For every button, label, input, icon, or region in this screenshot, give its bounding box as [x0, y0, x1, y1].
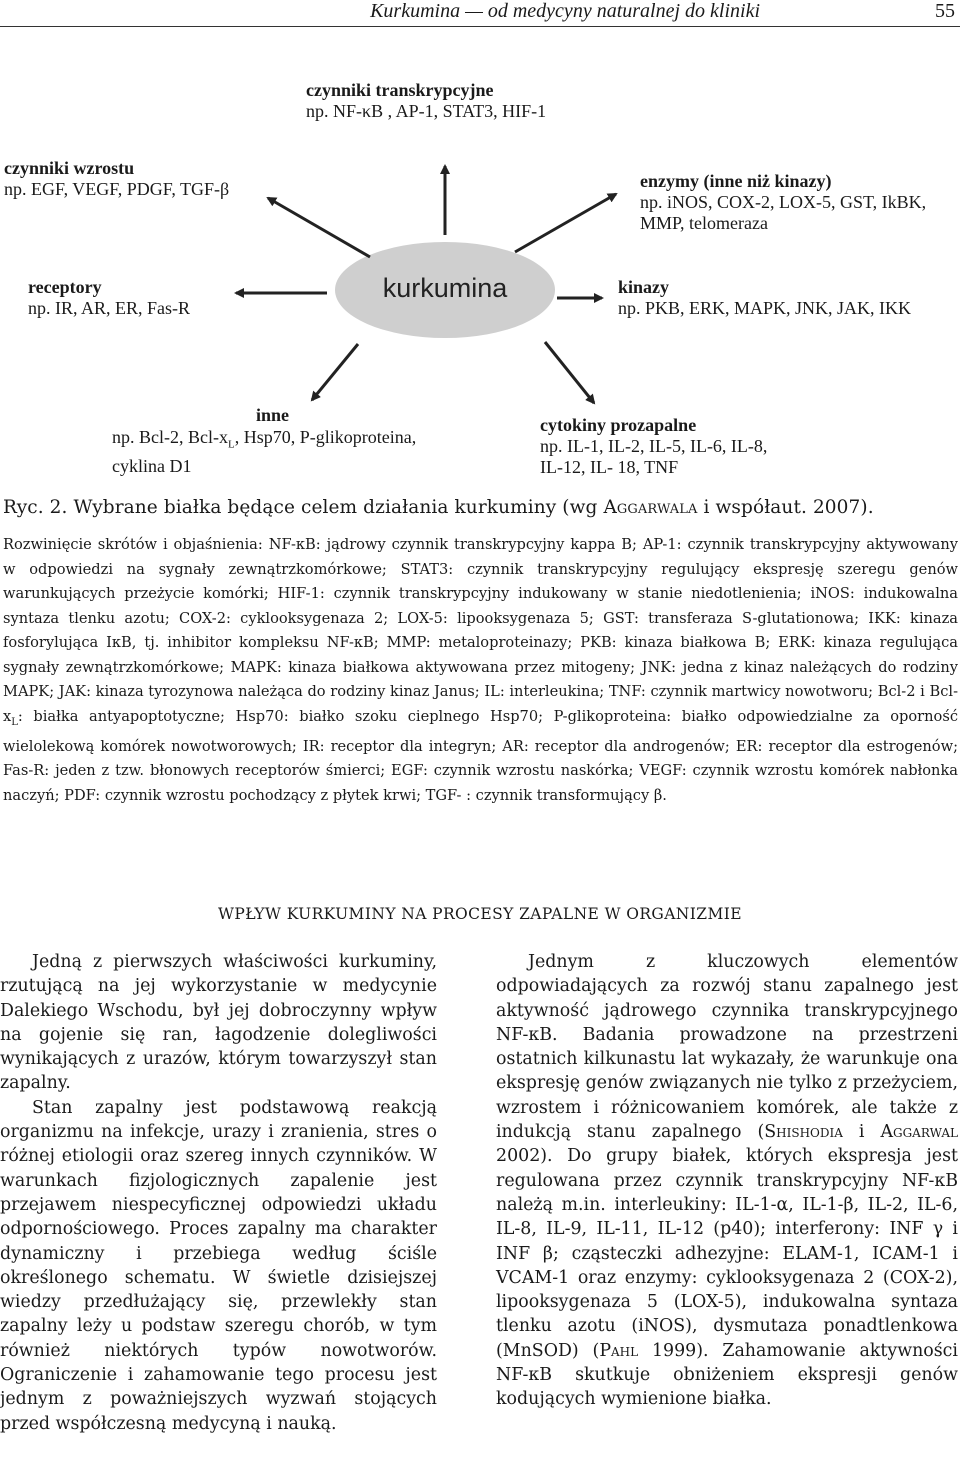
node-transcription-factors: czynniki transkrypcyjne np. NF-κB , AP-1, STAT3, HIF-1 [306, 80, 547, 121]
section-title: WPŁYW KURKUMINY NA PROCESY ZAPALNE W ORGANIZMIE [218, 905, 742, 923]
left-column [0, 950, 437, 1436]
header-rule [0, 26, 960, 27]
node-cytokines: cytokiny prozapalne np. IL-1, IL-2, IL-5, IL-6, IL-8, IL-12, IL- 18, TNF [540, 415, 768, 477]
center-label: kurkumina [382, 273, 508, 303]
arrow-down-right [545, 342, 594, 403]
running-title: Kurkumina — od medycyny naturalnej do kliniki [370, 0, 760, 22]
paragraph: Jednym z kluczowych elementów odpowiadających za rozwój stanu zapalnego jest aktywność jądrowego czynnika transkrypcyjnego NF-κB. Badania prowadzone na przestrzeni ostatnich kilkunastu lat wykazały, że warunkuje ona ekspresję genów związanych nie tylko z przeżyciem, wzrostem i różnicowaniem komórek, ale także z indukcją stanu zapalnego (Shishodia i Aggarwal 2002). Do grupy białek, których ekspresja jest regulowana przez czynnik transkrypcyjny NF-κB należą m.in. interleukiny: IL-1-α, IL-1-β, IL-2, IL-6, IL-8, IL-9, IL-11, IL-12 (p40); interferony: INF γ i INF β; cząsteczki adhezyjne: ELAM-1, ICAM-1 i VCAM-1 oraz enzymy: cyklooksygenaza 2 (COX-2), lipooksygenaza 5 (LOX-5), indukowalna syntaza tlenku azotu (iNOS), dysmutaza ponadtlenkowa (MnSOD) (Pahl 1999). Zahamowanie aktywności NF-κB skutkuje obniżeniem ekspresji genów kodujących wymienione białka. [496, 952, 958, 1410]
arrow-up-right [515, 194, 616, 252]
node-receptors: receptory np. IR, AR, ER, Fas-R [28, 277, 191, 318]
node-growth-factors: czynniki wzrostu np. EGF, VEGF, PDGF, TGF-β [4, 158, 230, 199]
page-number: 55 [935, 0, 955, 22]
node-other-title: inne [256, 405, 290, 425]
figure-caption: Ryc. 2. Wybrane białka będące celem działania kurkuminy (wg Aggarwala i współaut. 2007). [3, 497, 874, 518]
node-enzymes: enzymy (inne niż kinazy) np. iNOS, COX-2, LOX-5, GST, IkBK, MMP, telomeraza [640, 171, 927, 233]
abbreviations-text: Rozwinięcie skrótów i objaśnienia: NF-κB: jądrowy czynnik transkrypcyjny kappa B; AP-1: czynnik transkrypcyjny aktywowany w odpowiedzi na sygnały zewnątrzkomórkowe; STAT3: czynnik transkrypcyjny regulujący ekspresję szeregu genów warunkujących przeżycie komórki; HIF-1: czynnik transkrypcyjny indukowany w stanie niedotlenienia; iNOS: indukowalna syntaza tlenku azotu; COX-2: cyklooksygenaza 2; LOX-5: lipooksygenaza 5; GST: transferaza S-glutationowa; IKK: kinaza fosforylująca IκB, tj. inhibitor kompleksu NF-κB; MMP: metaloproteinazy; PKB: kinaza białkowa B; ERK: kinaza regulująca sygnały zewnątrzkomórkowe; MAPK: kinaza białkowa aktywowana przez mitogeny; JNK: jedna z kinaz należących do rodziny MAPK; JAK: kinaza tyrozynowa należąca do rodziny kinaz Janus; IL: interleukina; TNF: czynnik martwicy nowotworu; Bcl-2 i Bcl-$x_L$: białka antyapoptotyczne; Hsp70: białko szoku cieplnego Hsp70; P-glikoproteina: białko odpowiedzialne za oporność wielolekową komórek nowotworowych; IR: receptor dla integryn; AR: receptor dla androgenów; ER: receptor dla estrogenów; Fas-R: jeden z tzw. błonowych receptorów śmierci; EGF: czynnik wzrostu naskórka; VEGF: czynnik wzrostu komórek nabłonka naczyń; PDF: czynnik wzrostu pochodzący z płytek krwi; TGF- : czynnik transformujący β. [3, 536, 958, 804]
arrow-down-left [312, 344, 358, 400]
figure-diagram [0, 30, 960, 490]
paragraph: Stan zapalny jest podstawową reakcją organizmu na infekcje, urazy i zranienia, stres o różnej etiologii oraz szereg innych czynników. W warunkach fizjologicznych zapalenie jest przejawem niespecyficznej odpowiedzi układu odpornościowego. Proces zapalny ma charakter dynamiczny i przebiega według ściśle określonego schematu. W świetle dzisiejszej wiedzy przedłużający się, przewlekły stan zapalny leży u podstaw szeregu chorób, w tym również niektórych typów nowotworów. Ograniczenie i zahamowanie tego procesu jest jednym z poważniejszych wyzwań stojących przed współczesną medycyną i nauką. [0, 1097, 437, 1434]
node-kinases: kinazy np. PKB, ERK, MAPK, JNK, JAK, IKK [618, 277, 912, 318]
arrow-up-left [268, 198, 370, 257]
paragraph: Jedną z pierwszych właściwości kurkuminy, rzutującą na jej wykorzystanie w medycynie Dalekiego Wschodu, był jej dobroczynny wpływ na gojenie się ran, łagodzenie dolegliwości wynikających z urazów, którym towarzyszył stan zapalny. [0, 952, 437, 1094]
right-column [496, 950, 958, 1412]
page-header [0, 0, 960, 26]
node-other: np. Bcl-2, Bcl-$x_L$, Hsp70, P-glikoproteina, cyklina D1 [112, 427, 417, 476]
